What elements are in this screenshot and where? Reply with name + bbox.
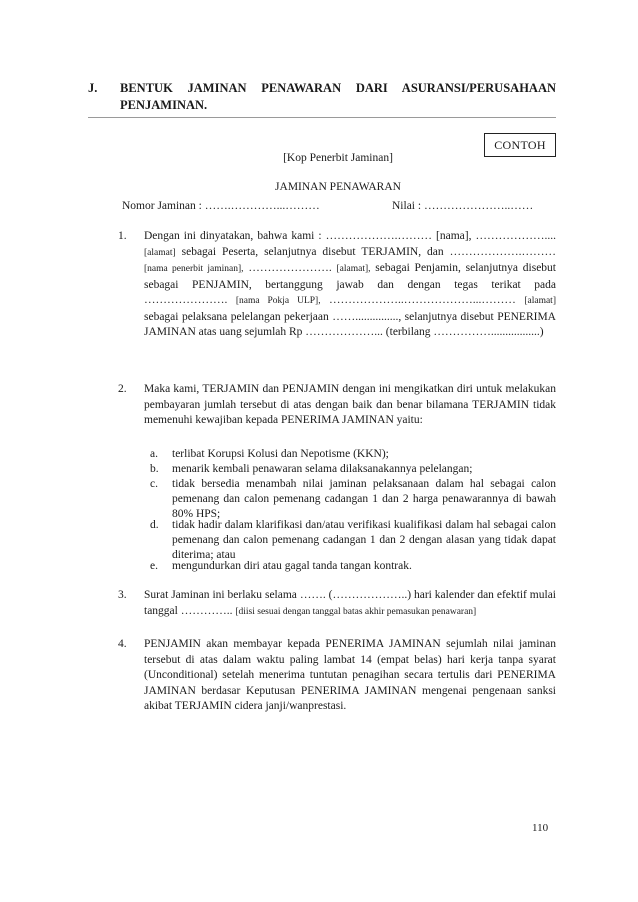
sub-item-text: menarik kembali penawaran selama dilaksanakannya pelelangan; [172,463,473,475]
placeholder-note: [alamat] [524,296,556,306]
sub-item-text: tidak hadir dalam klarifikasi dan/atau verifikasi kualifikasi dalam hal sebagai calon pemenang dan calon pemenang cadangan 1 dan 2 dengan alasan yang tidak dapat diterima; atau [172,519,556,561]
sub-item-text: mengundurkan diri atau gagal tanda tangan kontrak. [172,560,412,572]
item-number: 4. [118,638,127,650]
nomor-jaminan: Nomor Jaminan : …….…………...……… [122,200,320,212]
sub-item-text: tidak bersedia menambah nilai jaminan pelaksanaan dalam hal sebagai calon pemenang dan calon pemenang cadangan 1 dan 2 harga penawarannya di bawah 80% HPS; [172,478,556,520]
nilai-jaminan: Nilai : …………………..…… [392,200,534,212]
item-text-part: sebagai Peserta, selanjutnya disebut TERJAMIN, dan ……………….……… [175,245,556,258]
item-text: PENJAMIN akan membayar kepada PENERIMA JAMINAN sejumlah nilai jaminan tersebut di atas dalam waktu paling lambat 14 (empat belas) hari kerja tanpa syarat (Unconditional) setelah menerima tuntutan penagihan secara tertulis dari PENERIMA JAMINAN berdasar Keputusan PENERIMA JAMINAN mengenai pengenaan sanksi akibat TERJAMIN cidera janji/wanprestasi. [144,638,556,712]
section-title-line2: PENJAMINAN. [120,98,208,112]
sub-item-text: terlibat Korupsi Kolusi dan Nepotisme (KKN); [172,448,389,460]
item-number: 3. [118,589,127,601]
item-number: 2. [118,383,127,395]
section-title-line1: BENTUK JAMINAN PENAWARAN DARI ASURANSI/PERUSAHAAN [120,81,556,95]
sub-item-letter: d. [150,519,159,531]
placeholder-note: [alamat], [336,264,371,274]
item-text-part: Surat Jaminan ini berlaku selama ……. (………………..) hari kalender dan efektif mulai tanggal ………….. [144,589,556,617]
item-text [144,588,556,620]
kop-penerbit: [Kop Penerbit Jaminan] [283,152,393,164]
item-text-part: sebagai Penjamin, selanjutnya disebut sebagai PENJAMIN, bertanggung jawab dan dengan tegas terikat pada …………………. [144,262,556,306]
sub-item-letter: e. [150,560,158,572]
heading-divider [88,117,556,118]
item-text: Maka kami, TERJAMIN dan PENJAMIN dengan ini mengikatkan diri untuk melakukan pembayaran jumlah tersebut di atas dengan baik dan benar bilamana TERJAMIN tidak memenuhi kewajiban kepada PENERIMA JAMINAN yaitu: [144,383,556,426]
document-title: JAMINAN PENAWARAN [275,181,401,193]
sub-item-letter: b. [150,463,159,475]
item-text-part: …………………. [243,262,337,274]
item-text-part: ………………..………………...……… [320,294,525,306]
item-text-part: sebagai pelaksana pelelangan pekerjaan ……..............., selanjutnya disebut PENERIMA JAMINAN atas uang sejumlah Rp ………………... (terbilang …………….................) [144,310,556,338]
placeholder-note: [nama Pokja ULP], [235,296,321,306]
section-letter: J. [88,81,98,95]
placeholder-note: [nama penerbit jaminan], [144,264,244,274]
item-number: 1. [118,230,127,242]
page-number: 110 [532,822,549,834]
placeholder-note: [diisi sesuai dengan tanggal batas akhir pemasukan penawaran] [235,606,477,617]
item-text-part: Dengan ini dinyatakan, bahwa kami : ……………….……… [nama], ……………….... [144,230,556,242]
placeholder-note: [alamat] [144,247,176,258]
contoh-label-box: CONTOH [484,133,556,157]
item-text [144,229,556,341]
sub-item-letter: a. [150,448,158,460]
sub-item-letter: c. [150,478,158,490]
